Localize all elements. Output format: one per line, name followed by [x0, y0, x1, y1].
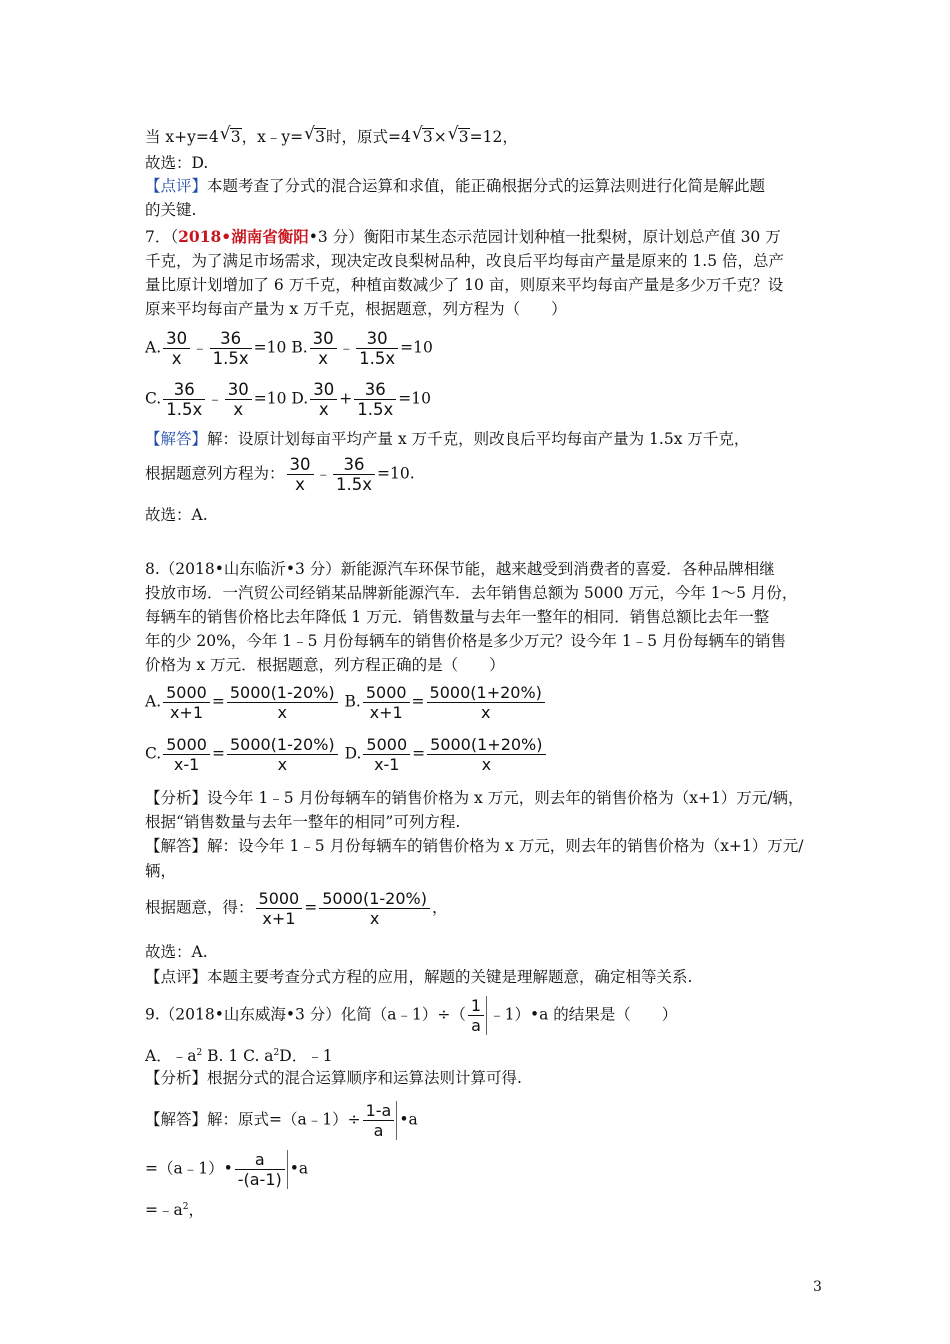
option-c-d: C. $\frac{36}{1.5x}$ ﹣ $\frac{30}{x}$ =10 D. $\frac{30}{x}$ + $\frac{36}{1.5x}$ =10 — [145, 380, 431, 419]
text-line — [145, 126, 518, 148]
question-8-text: 8.（2018•山东临沂•3 分）新能源汽车环保节能，越来越受到消费者的喜爱．各种品牌相继 — [145, 560, 775, 578]
text-line: 根据“销售数量与去年一整年的相同”可列方程. — [145, 813, 461, 831]
option-a-b: A. $\frac{5000}{x+1}$ = $\frac{5000(1-20\%)}{x}$ B. $\frac{5000}{x+1}$ = $\frac{5000(1+20\%)}{x}$ — [145, 683, 547, 722]
option-c-d: C. $\frac{5000}{x-1}$ = $\frac{5000(1-20\%)}{x}$ D. $\frac{5000}{x-1}$ = $\frac{5000(1+20\%)}{x}$ — [145, 735, 548, 774]
fraction: $\frac{1}{a}$ — [468, 996, 487, 1035]
text-line: 故选：A. — [145, 943, 208, 961]
fraction: $\frac{5000}{x+1}$ — [163, 683, 210, 722]
answer-step: $=﹣a^2$， — [145, 1201, 204, 1220]
fraction: $\frac{30}{x}$ — [163, 329, 190, 368]
text-line: 量比原计划增加了 6 万千克，种植亩数减少了 10 亩，则原来平均每亩产量是多少万千克？设 — [145, 276, 784, 294]
text-line: 投放市场．一汽贸公司经销某品牌新能源汽车．去年销售总额为 5000 万元，今年 1～5 月份， — [145, 584, 798, 602]
sqrt: √ 3 — [219, 126, 242, 148]
fraction: $\frac{5000(1-20\%)}{x}$ — [319, 889, 430, 928]
analysis-line: 【分析】设今年 1﹣5 月份每辆车的销售价格为 x 万元，则去年的销售价格为（x+1）万元/辆， — [145, 789, 804, 807]
question-7-header: 7．（2018•湖南省衡阳•3 分）衡阳市某生态示范园计划种植一批梨树，原计划总产值 30 万 — [145, 227, 781, 246]
fraction: $\frac{30}{1.5x}$ — [356, 329, 398, 368]
text-line: 每辆车的销售价格比去年降低 1 万元．销售数量与去年一整年的相同．销售总额比去年一整 — [145, 608, 770, 626]
fraction: $\frac{5000}{x+1}$ — [363, 683, 410, 722]
fraction: $\frac{5000}{x+1}$ — [256, 889, 303, 928]
fraction: $\frac{36}{1.5x}$ — [333, 455, 375, 494]
fraction: $\frac{30}{x}$ — [287, 455, 314, 494]
text: ，x﹣y= — [241, 128, 304, 146]
fraction: $\frac{5000(1-20\%)}{x}$ — [227, 735, 338, 774]
fraction: $\frac{36}{1.5x}$ — [354, 380, 396, 419]
sqrt: √ 3 — [303, 126, 326, 148]
question-9-text: 9.（2018•山东威海•3 分）化简（a﹣1）÷（ $\frac{1}{a}$ ﹣1）•a 的结果是（ ） — [145, 996, 678, 1035]
fraction: $\frac{5000(1-20\%)}{x}$ — [227, 683, 338, 722]
sqrt: √ 3 — [447, 126, 470, 148]
text-line: 千克，为了满足市场需求，现决定改良梨树品种，改良后平均每亩产量是原来的 1.5 倍，总产 — [145, 252, 785, 270]
answer-line: 【解答】解：设今年 1﹣5 月份每辆车的销售价格为 x 万元，则去年的销售价格为（x+1）万元/ — [145, 837, 804, 855]
text-line: 年的少 20%，今年 1﹣5 月份每辆车的销售价格是多少万元？设今年 1﹣5 月份每辆车的销售 — [145, 632, 787, 650]
answer-equation: 根据题意，得： $\frac{5000}{x+1}$ = $\frac{5000(1-20\%)}{x}$ ， — [145, 889, 448, 928]
fraction: $\frac{30}{x}$ — [310, 380, 337, 419]
text-line: 辆， — [145, 862, 177, 880]
review-line — [145, 175, 765, 197]
sqrt: √ 3 — [411, 126, 434, 148]
answer-equation: 根据题意列方程为： $\frac{30}{x}$ ﹣ $\frac{36}{1.5x}$ =10. — [145, 455, 415, 494]
answer-equation: 【解答】解：原式=（a﹣1）÷ $\frac{1-a}{a}$ •a — [145, 1101, 418, 1140]
options-line: A．$﹣a^2$ B. 1 C. $a^2D$．﹣1 — [145, 1047, 333, 1066]
text: =12， — [469, 128, 518, 146]
option-a-b: A. $\frac{30}{x}$ ﹣ $\frac{36}{1.5x}$ =10 B. $\frac{30}{x}$ ﹣ $\frac{30}{1.5x}$ =10 — [145, 329, 433, 368]
fraction: $\frac{5000}{x-1}$ — [363, 735, 410, 774]
fraction: $\frac{30}{x}$ — [310, 329, 337, 368]
review-tag: 【点评】 — [145, 177, 208, 195]
fraction: $\frac{30}{x}$ — [225, 380, 252, 419]
answer-line: 【解答】解：设原计划每亩平均产量 x 万千克，则改良后平均每亩产量为 1.5x 万千克， — [145, 430, 750, 448]
times-sign: × — [433, 128, 447, 146]
text-line: 原来平均每亩产量为 x 万千克，根据题意，列方程为（ ） — [145, 300, 567, 318]
fraction: $\frac{a}{-(a-1)}$ — [235, 1150, 288, 1189]
text-line: 故选：A. — [145, 506, 208, 524]
text-line: 故选：D. — [145, 154, 209, 172]
fraction: $\frac{36}{1.5x}$ — [163, 380, 205, 419]
fraction: $\frac{1-a}{a}$ — [363, 1101, 398, 1140]
text: 本题考查了分式的混合运算和求值，能正确根据分式的运算法则进行化简是解此题 — [207, 177, 766, 195]
analysis-line: 【分析】根据分式的混合运算顺序和运算法则计算可得. — [145, 1069, 522, 1087]
answer-step: =（a﹣1）• $\frac{a}{-(a-1)}$ •a — [145, 1150, 309, 1189]
text: 当 x+y=4 — [145, 128, 219, 146]
text-line: 价格为 x 万元．根据题意，列方程正确的是（ ） — [145, 656, 505, 674]
fraction: $\frac{36}{1.5x}$ — [210, 329, 252, 368]
page-number: 3 — [813, 1279, 822, 1295]
review-line: 【点评】本题主要考查分式方程的应用，解题的关键是理解题意，确定相等关系. — [145, 968, 693, 986]
text-line: 的关键. — [145, 201, 197, 219]
fraction: $\frac{5000(1+20\%)}{x}$ — [427, 735, 545, 774]
fraction: $\frac{5000}{x-1}$ — [163, 735, 210, 774]
text: 时，原式=4 — [326, 128, 411, 146]
fraction: $\frac{5000(1+20\%)}{x}$ — [427, 683, 545, 722]
